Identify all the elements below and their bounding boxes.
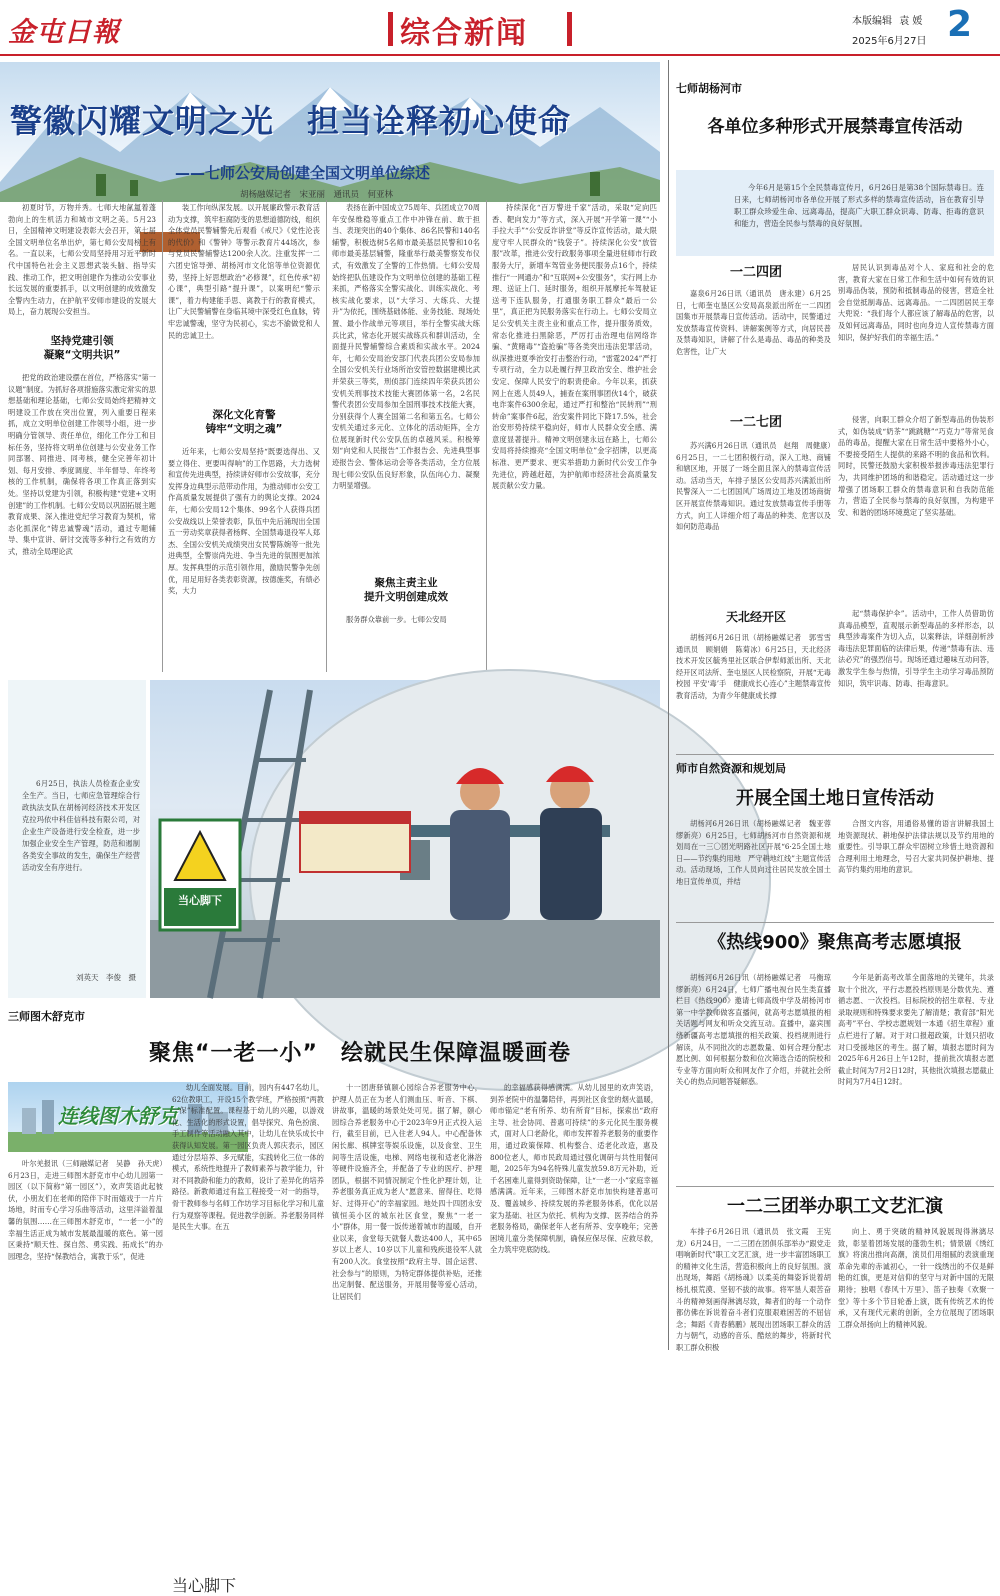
issue-date: 2025年6月27日: [852, 36, 927, 47]
lead-col-2-text: 装工作向纵深发展。以开展廉政警示教育活动为支撑，筑牢拒腐防变的思想道德防线，组织全体党员民警辅警先后观看《戒尺》《党性沦丧的代价》和《警钟》等警示教育片44场次，参与党员民警辅警达1200余人次。注重发挥一二六团史馆导弹、胡杨河市文化馆等单位资源优势，坚持上好思想政治“必修课”，红色传承“初心课”，典型引路“提升课”，以案明纪“警示课”，着力构建能手思、离教于行的教育模式，让广大民警辅警在身临其境中深受红色血脉，铸牢忠诚警魂，坚守为民初心，实志不渝做党和人民的忠诚卫士。: [168, 203, 320, 340]
bottom-dept: 三师图木舒克市: [8, 1010, 85, 1023]
right-gk-a-body: 胡杨河6月26日讯（胡杨融媒记者 马衡琼 缪新亮）6月24日，七师广播电视台民生类直播栏目《热线900》邀请七师高级中学及胡杨河市第一中学教师做客直播间，就高考志愿填报的相关话题与网友和听众交流互动。直播中，嘉宾围绕新疆高考志愿填报的相关政策、投档规则进行解读，从不同批次的志愿数量、如何合理分配志愿比例、如何根据分数和位次筛选合适的院校和专业等方面向听众和网友作了介绍，并就社会所关心的热点问题答疑解惑。: [676, 973, 839, 1087]
lead-col-1-text: 初夏时节，万物并秀。七师大地氤氲着蓬勃向上的生机活力和城市文明之美。5月23日，全国精神文明建设表彰大会召开，第七届全国文明单位名单出炉，第七师公安局榜上有名。一直以来，七师公安局坚持用习近平新时代中国特色社会主义思想武装头脑、指导实践、推动工作，把文明创建作为推动公安事业长远发展的重要抓手，以文明创建的成效激发全警内生动力，在护航平安师市建设的发展大局上，奋力展现公安担当。: [8, 203, 156, 317]
lead-col-3b: [332, 614, 480, 672]
sub3-text-a-body: 胡杨河6月26日讯（胡杨融媒记者 郭雪雪 通讯员 顾娟娟 陈菊冰）6月25日，天北经济技术开发区毓秀里社区联合伊犁师派出所、天北经开区司法所、奎屯垦区人民检察院，开展“无毒校园 平安‘毒’手 健康成长心连心”主题禁毒宣传教育活动，为青少年健康成长撑: [676, 633, 839, 700]
sub1-text-a: [676, 288, 831, 408]
sub1-text-b: [838, 262, 994, 408]
editor-name: 袁 媛: [899, 16, 923, 27]
bottom-headline: 聚焦“一老一小” 绘就民生保障温暖画卷: [149, 1041, 571, 1066]
sub2-text-b: [838, 414, 994, 600]
lead-col-4: [492, 202, 657, 672]
lead-col-4-text: 持续深化“百万警进千家”活动，采取“定向匹香、靶向发力”等方式，深入开展“开学第一课”“小手拉大手”“公安反诈讲堂”等反诈宣传活动，最大限度守牢人民群众的“钱袋子”。持续深化公安“放管服”改革，推进公安行政服务事项全量进驻师市行政服务大厅，新增车驾管业务便民服务点16个，持续推行“一网通办”和“互联网+公安服务”，实行网上办理、送证上门、延时服务，组织开展摩托车驾驶证送考下连队服务，打通服务职工群众“最后一公里”，真正把为民服务落实在行动上。七师公安局立足公安机关主责主业和重点工作，提升服务质效，常态化推进扫黑除恶，严厉打击治理电信网络诈骗、“黄赌毒”“盗抢骗”等各类突出违法犯罪活动，纵深推进夏季治安打击整治行动，“雷霆2024”严打专项行动，全力以赴履行捍卫政治安全、维护社会安定、保障人民安宁的职责使命。今年以来，抓获网上在逃人员49人，捕查在案刑事团伙14个，破获电诈案件6300余起，通过严打和整治“民转刑”“刑转命”案事件6起，治安案件同比下降17.5%，社会治安形势持续平稳向好，师市人民群众安全感、满意度显著提升。精神文明创建永远在路上，七师公安局将持续擦亮“全国文明单位”金字招牌，以更高标准、更严要求、更实举措助力新时代公安工作争先进位，跨越赶超，为护航师市经济社会高质量发展贡献公安力量。: [492, 203, 657, 491]
sub3-title: 天北经开区: [725, 610, 786, 624]
right-bot-headline: 一二三团举办职工文艺汇演: [727, 1196, 943, 1217]
photo-caption: 6月25日，执法人员检查企业安全生产。当日，七师应急管理综合行政执法支队在胡杨河经济技术开发区克拉玛依中科佳信科技有限公司，对企业生产设备进行安全检查，进一步加强企业安全生产管理，防范和遏制各类安全事故的发生，确保生产经营活动安全有序进行。: [22, 779, 140, 872]
right-mid-b-body: 合图文内容，用通俗易懂的语言讲解我国土地资源现状、耕地保护法律法规以及节约用地的重要性。引导职工群众牢固树立珍惜土地资源和合理利用土地理念，号召大家共同保护耕地、提高节约集约用地的意识。: [838, 819, 994, 875]
sub2-text-a: [676, 440, 831, 600]
photo-credit: 刘英天 李俊 摄: [76, 973, 136, 982]
col-divider: [326, 200, 327, 672]
lead-byline: 胡杨融媒记者 宋亚丽 通讯员 何亚林: [240, 190, 394, 200]
lead-col-3-subhead: 聚焦主责主业 提升文明创建成效: [364, 577, 448, 603]
right-column-divider: [668, 60, 669, 1350]
sub1-text-b-body: 居民认识到毒品对个人、家庭和社会的危害，教育大家在日常工作和生活中如何有效的识别毒品伪装，预防和抵制毒品的侵害，营造全社会自觉抵制毒品、远离毒品。一二四团居民王奉大兜说：“我们每个人都应该了解毒品的危害，以及如何远离毒品，同时也向身边人宣传禁毒方面知识，保护好我们的幸福生活。”: [838, 263, 994, 342]
bottom-col-1: [8, 1158, 163, 1350]
bottom-col-4: [490, 1082, 658, 1350]
lead-col-2-subhead: 深化文化育警 铸牢“文明之魂”: [205, 409, 283, 435]
section-title: 综合新闻: [400, 16, 528, 51]
right-mid-b: [838, 818, 994, 918]
right-gk-b-body: 今年是新高考改革全面落地的关键年，共录取十个批次，平行志愿投档原则是分数优先、遵循志愿、一次投档。目标院校的招生章程、专业录取规则和特殊要求要先了解清楚；教育部“阳光高考”平台、学校志愿规划一本通《招生章程》重点栏进行了解。对于对口报超政策，计划只招收对口受援地区的考生。据了解，填报志愿时间为2025年6月26日上午12时，提前批次填报志愿截止时间为7月2日12时，其他批次填报志愿截止时间为7月4日12时。: [838, 973, 994, 1087]
lead-col-3: [332, 202, 480, 567]
rule-2: [676, 922, 994, 923]
sub3-text-a: [676, 632, 839, 750]
bottom-col-3: [332, 1082, 482, 1350]
safety-sign-text: 当心脚下: [172, 1576, 237, 1595]
editor-line: [852, 12, 922, 27]
right-bot-a: [676, 1226, 831, 1350]
bottom-col-4-text: 的幸福感获得感满满。从幼儿园里的欢声笑语，到养老院中的温馨陪伴，再到社区食堂的烟火温暖，师市锚定“老有所养、幼有所育”目标，探索出“政府主导、社会协同、普惠可持续”的多元化民生服务模式，面对人口老龄化，师市发挥着养老服务的重要作用，通过政策保障、机构整合、适老化改造，惠及800位老人，师市民政局通过强化调研与共性用餐问题，2025年为94名特殊儿童发放59.8万元补助，近千名困难儿童得到资助保障，让“一老一小”家庭幸福感满满。近年来，三师图木舒克市加快构建普惠可及、覆盖城乡、持续发展的养老服务体系，优化以居家为基础、社区为依托、机构为支撑、医养结合的养老服务格局，确保老年人老有所养、安享晚年；完善困境儿童分类保障机制，确保应保尽保、应救尽救，全力筑牢兜底防线。: [490, 1083, 658, 1255]
right-bot-b-body: 向上、勇于突破的精神风貌展现得淋漓尽致，彰显着团场发展的蓬勃生机；情景剧《绣红旗》将演出推向高潮，演员们用细腻的表演重现革命先辈的赤诚初心，一针一线绣出的不仅是鲜艳的红旗，更是对信仰的坚守与对新中国的无限期待；独唱《春风十万里》、笛子独奏《欢聚一堂》等十多个节目轮番上演，既有传统艺术的传承，又有现代元素的创新，全方位展现了团场职工群众昂扬向上的精神风貌。: [838, 1227, 994, 1329]
lead-headline: 警徽闪耀文明之光 担当诠释初心使命: [10, 102, 572, 140]
lead-col-1b: [8, 372, 156, 672]
rule-3: [676, 1186, 994, 1187]
sub2-text-a-body: 苏兴满6月26日讯（通讯员 赵翔 周健康）6月25日，一二七团积极行动，深入工地、商铺和辖区地，开展了一场全面且深入的禁毒宣传活动。活动当天，车排子垦区公安局苏兴满派出所民警深入一二七团国风广场周边工地及团场商街区开展宣传禁毒知识。通过发放禁毒宣传手册等方式，向工人详细介绍了毒品的种类、危害以及如何防范毒品: [676, 441, 831, 532]
right-gk-a: [676, 972, 839, 1182]
right-mid-dept: 师市自然资源和规划局: [676, 762, 786, 775]
sub3-text-b: [838, 608, 994, 750]
masthead: [0, 0, 1000, 60]
bottom-col-3-text: 十一团唐驿镇颐心园综合养老服务中心，护理人员正在为老人们测血压、听音、下棋、讲故事，温暖的场景处处可见。据了解，颐心园综合养老服务中心于2023年9月正式投入运行，截至目前，已入住老人94人。中心配备休闲长廊、棋牌室等娱乐设施，以及食堂、卫生间等生活设施，电梯、网络电视和适老化淋浴等硬件设施齐全，并配备了专业的医疗、护理团队，根据不同情况制定个性化护理计划，让养老服务真正成为老人“愿意来、留得住、吃得好、过得开心”的幸福家园。地处四十四团永安镇恒美小区的城东社区食堂，聚焦“一老一小”群体，用一餐一饭传递着城市的温暖，自开业以来，食堂每天就餐人数达400人，其中65岁以上老人、10岁以下儿童和残疾退役军人就有200人次。食堂按照“政府主导、国企运营、社会参与”的原则，为特定群体提供补贴，还推出定制餐、配送服务，开展用餐等爱心活动，让居民们: [332, 1083, 482, 1301]
lead-col-3b-text: 服务群众靠前一步。七师公安局: [346, 615, 447, 624]
bottom-col-2-text: 幼儿全面发展。目前，园内有447名幼儿，62位教职工，开设15个教学班，严格按照“两教一保”标准配置。课程基于幼儿的兴趣，以游戏化、生活化的形式设置，倡导探究、角色扮演、手工制作等活动融入其中，让幼儿在快乐成长中获得认知发展。第一园区负责人郭庆表示，园区通过分层培养、多元赋能，实践转化三位一体的模式，系统性地提升了教师素养与教学能力，针对不同教龄和能力的教师，设计了差异化的培养路径。新教师通过有监工程接受一对一的指导，骨干教师参与名师工作坊学习目标化学习和儿童行为观察等课程。促进教学创新。养老服务同样是民生大事。在五: [172, 1083, 324, 1232]
right-gk-headline: 《热线900》聚焦高考志愿填报: [708, 932, 962, 953]
right-top-intro-box: [676, 170, 994, 256]
right-top-dept: 七师胡杨河市: [676, 82, 742, 95]
lead-subheadline: ——七师公安局创建全国文明单位综述: [175, 164, 431, 182]
paper-name: 金屯日報: [8, 17, 120, 48]
lead-col-3-text: 表扬在新中国成立75周年、兵团成立70周年安保维稳等重点工作中冲锋在前、敢于担当、表现突出的40个集体、86名民警和140名辅警，积极选树5名师市最美基层民警和10名师市最美基层辅警，隆重举行最美警察发布仪式，有效激发了全警的工作热情。七师公安局始终把队伍建设作为文明单位创建的基础工程来抓，严格落实全警实战化、训练实战化、考核实战化要求，以“大学习、大练兵、大提升”为依托，围绕基础体能、业务技能、现场处置、最小作战单元等项目，举行全警实战大练兵比武，常态化开展实战练兵和群训活动，全面提升民警辅警综合素质和实战水平。2024年，七师公安局治安部门代表兵团公安局参加全国公安机关行业场所治安管控数据建模比武并荣获三等奖，刑侦部门连续四年荣获兵团公安机关刑事技术技能大赛团体第一名，2名民警代表团公安局参加全国刑事技术技能大赛，分别获得个人赛全国第二名和第五名。七师公安机关通过多元化、立体化的活动矩阵，全方位展现新时代公安队伍的卓越风采。积极筹划“向党和人民报告”工作报告会、先进典型事迹报告会、警体运动会等各类活动，全方位展现七师公安队伍良好形象，队伍向心力、凝聚力明显增强。: [332, 203, 480, 491]
sub1-text-a-body: 嘉泉6月26日讯（通讯员 唐永建）6月25日，七师奎屯垦区公安局高泉派出所在一二四团国集市开展禁毒日宣传活动。活动中，民警通过发放禁毒宣传资料、讲解案例等方式，向居民普及禁毒知识，讲解了什么是毒品、毒品的种类及危害性，让广大: [676, 289, 831, 356]
right-mid-a: [676, 818, 839, 918]
lead-col-1b-text: 把党的政治建设摆在首位，严格落实“第一议题”制度。为抓好各项措施落实激定常实的思想基础和理论基础，七师公安局始终把精神文明建设工作放在突出位置，列入重要日程来抓，成立文明单位创建工作领导小组，进一步明确分管领导、责任单位，细化工作分工和目标任务，坚持将文明单位创建与公安业务工作同部署、同推进、同考核，健全完善年初计划、每月安排、季度调度、半年督导、年终考核的工作机制，确保将各项工作真正落到实处。坚持以党建为引领，积极构建“党建+文明创建”的工作机制。七师公安局以巩固拓展主题教育成果、深入推进党纪学习教育为契机，常态化抓深化“铸忠诚警魂”活动，通过专题辅导、集中宣讲、研讨交流等多种行之有效的方式，推动全局理论武: [8, 373, 156, 556]
lead-col-2b: [168, 446, 320, 672]
lead-col-1-subhead: 坚持党建引领 凝聚“文明共识”: [43, 335, 121, 361]
section-bar-right: [567, 12, 572, 46]
right-top-headline: 各单位多种形式开展禁毒宣传活动: [707, 117, 963, 137]
photo-scene: [150, 680, 660, 998]
right-top-intro: 今年6月是第15个全民禁毒宣传月，6月26日是第38个国际禁毒日。连日来，七师胡杨河市各单位开展了形式多样的禁毒宣传活动，旨在教育引导职工群众珍爱生命、远离毒品，提高广大职工群众识毒、防毒、拒毒的意识和能力，营造全民参与禁毒的良好氛围。: [734, 183, 984, 228]
sub2-text-b-body: 侵害，向职工群众介绍了新型毒品的伪装形式，如伪装成“奶茶”“跳跳糖”“巧克力”等常见食品的毒品，提醒大家在日常生活中要格外小心，不要接受陌生人提供的来路不明的食品和饮料。同时，民警还鼓励大家积极举报涉毒违法犯罪行为，共同维护团场的和谐稳定。活动通过这一步增强了团场职工群众的禁毒意识和自我防范能力，营造了全民参与禁毒的良好氛围，为构建平安、和谐的团场环境奠定了坚实基础。: [838, 415, 994, 517]
right-gk-b: [838, 972, 994, 1182]
bottom-col-1-text: 叶尔羌报讯（三师融媒记者 吴静 孙天虎）6月23日，走进三师图木舒克市中心幼儿园第一园区（以下简称“第一园区”），欢声笑语此起彼伏，小朋友们在老师的陪伴下时而嬉戏于一片片场地，时而专心学习乐曲等活动，这里洋溢着温馨的氛围……在三师图木舒克市，“一老一小”的幸福生活正成为城市发展最温暖的底色。第一园区秉持“顺天性、探自然、勇实践、拓成长”的办园理念，坚持“保教结合，寓教于乐”，促进: [8, 1159, 163, 1261]
safety-sign-label: 当心脚下: [178, 894, 222, 907]
page-number: 2: [947, 4, 973, 45]
lead-col-2b-text: 近年来，七师公安局坚持“既要选得出、又要立得住、更要叫得响”的工作思路，大力选树和宣传先进典型，持续讲好师市公安故事，充分发挥身边典型示范带动作用，为推动师市公安工作高质量发展提供了强有力的舆论支撑。2024年，七师公安局12个集体、99名个人获得兵团公安战线以上荣誉表彰，队伍中先后涌现出全国五一劳动奖章获得者杨辉、全国禁毒退役军人郑杰、全国公安机关成绩突出女民警陈婉等一批先进典型，全警崇尚先进、争当先进的氛围更加浓厚。发挥典型的示范引领作用，激励民警争先创优，用足用好各类表彰资源，按德施奖，有绩必奖，大力: [168, 447, 320, 596]
bottom-col-2: [172, 1082, 324, 1350]
lead-banner: [0, 62, 660, 202]
masthead-rule: [0, 54, 1000, 56]
lead-col-2: [168, 202, 320, 397]
right-bot-a-body: 车排子6月26日讯（通讯员 张文霞 王宪龙）6月24日，一二三团在团俱乐部举办“跟党走 唱响新时代”职工文艺汇演，进一步丰富团场职工的精神文化生活，营造积极向上的良好氛围。演出现场，舞蹈《胡杨魂》以柔美的舞姿诉说着胡杨扎根荒漠、坚韧不拔的故事。将军垦人艰苦奋斗的精神刻画得淋漓尽致，舞者们的每一个动作都仿佛在诉说着奋斗者们克服艰难困苦的不屈信念；舞蹈《青春鹤鹏》展现出团场职工群众的活力与朝气，动感的音乐、酷炫的舞步，将新时代职工群众积极: [676, 1227, 831, 1352]
right-mid-headline: 开展全国土地日宣传活动: [736, 788, 934, 809]
sub1-title: 一二四团: [729, 265, 782, 280]
section-bar-left: [388, 12, 393, 46]
lead-col-1: [8, 202, 156, 327]
rule-1: [676, 754, 994, 755]
sub2-title: 一二七团: [729, 415, 782, 430]
city-banner-text: 连线图木舒克: [58, 1104, 178, 1128]
editor-label: 本版编辑: [852, 16, 892, 27]
right-mid-a-body: 胡杨河6月26日讯（胡杨融媒记者 魏亚蓉 缪新亮）6月25日，七师胡杨河市自然资源和规划局在一三〇团光明路社区开展“6·25全国土地日——节约集约用地 严守耕地红线”主题宣传活动。活动现场，工作人员向过往居民发放全国土地日宣传单页，并结: [676, 819, 839, 886]
col-divider: [486, 200, 487, 672]
right-bot-b: [838, 1226, 994, 1350]
sub3-text-b-body: 起“禁毒保护伞”。活动中，工作人员借助仿真毒品模型，直观展示新型毒品的多样形态，以典型涉毒案件为切入点，以案释法，详细剖析涉毒违法犯罪面临的法律后果，传递“禁毒有法、违法必究”的强烈信号。现场还通过趣味互动问答，激发学生参与热情，引导学生主动学习毒品预防知识，筑牢识毒、防毒、拒毒意识。: [838, 609, 994, 688]
photo-caption-box: [8, 680, 146, 998]
col-divider: [162, 200, 163, 672]
